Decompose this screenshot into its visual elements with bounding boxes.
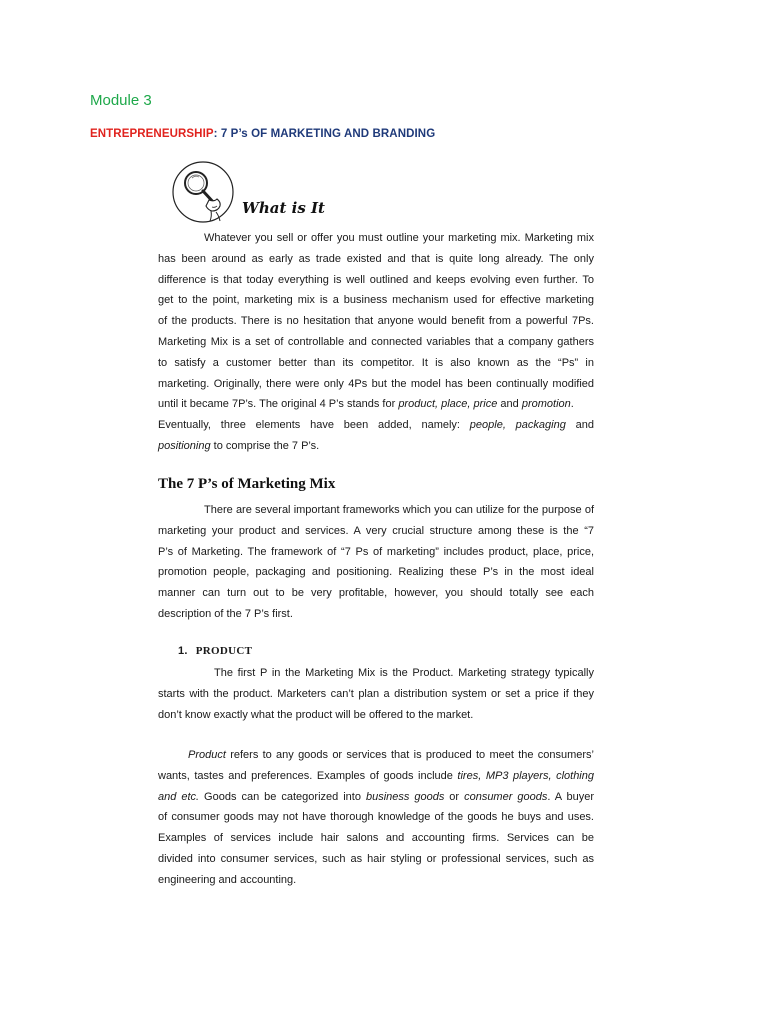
- paragraph-line: Product refers to any goods or services that is produced to meet the consumers’: [188, 749, 594, 761]
- paragraph-line: of the products. There is no hesitation that anyone would benefit from a powerful 7Ps.: [158, 315, 594, 328]
- paragraph-line: Whatever you sell or offer you must outline your marketing mix. Marketing mix: [204, 232, 594, 244]
- paragraph-line: starts with the product. Marketers can’t plan a distribution system or set a price if they: [158, 687, 594, 700]
- paragraph-line: wants, tastes and preferences. Examples of goods include tires, MP3 players, clothing: [158, 769, 594, 782]
- subject-title: [90, 128, 435, 140]
- paragraph-line: promotion people, packaging and positioning. Realizing these P’s in the most ideal: [158, 566, 594, 579]
- paragraph-line: difference is that today everything is well outlined and keeps evolving even further. To: [158, 273, 594, 286]
- paragraph-line: Examples of services include hair salons and accounting firms. Services can be: [158, 832, 594, 845]
- paragraph-line: divided into consumer services, such as hair styling or professional services, such as: [158, 852, 594, 865]
- subject-rest: : 7 P’s OF MARKETING AND BRANDING: [213, 128, 436, 140]
- list-number: 1.: [178, 645, 188, 657]
- paragraph-line: The first P in the Marketing Mix is the Product. Marketing strategy typically: [214, 667, 594, 679]
- paragraph-line: marketing your product and services. A very crucial structure among these is the “7: [158, 524, 594, 537]
- paragraph-line: description of the 7 P’s first.: [158, 607, 293, 620]
- product-heading: [178, 645, 252, 657]
- what-is-it-paragraph: [158, 228, 594, 457]
- paragraph-line: There are several important frameworks which you can utilize for the purpose of: [204, 504, 594, 516]
- paragraph-line: positioning to comprise the 7 P’s.: [158, 439, 320, 452]
- paragraph-line: get to the point, marketing mix is a business mechanism used for effective marketing: [158, 294, 594, 307]
- seven-ps-heading: The 7 P’s of Marketing Mix: [158, 476, 336, 492]
- paragraph-line: and etc. Goods can be categorized into business goods or consumer goods. A buyer: [158, 790, 594, 803]
- paragraph-line: to satisfy a customer better than its competitor. It is also known as the “Ps” in: [158, 356, 594, 369]
- paragraph-line: until it became 7P’s. The original 4 P’s stands for product, place, price and promotion.: [158, 398, 574, 411]
- paragraph-line: manner can turn out to be very profitable, however, you should totally see each: [158, 587, 594, 600]
- paragraph-line: Marketing Mix is a set of controllable and connected variables that a company gathers: [158, 335, 594, 348]
- paragraph-line: marketing. Originally, there were only 4Ps but the model has been continually modified: [158, 377, 594, 390]
- paragraph-line: has been around as early as trade existed and that is quite long already. The only: [158, 252, 594, 265]
- what-is-it-heading: What is It: [242, 199, 325, 217]
- module-title: Module 3: [90, 92, 152, 109]
- paragraph-line: P’s of Marketing. The framework of “7 Ps of marketing” includes product, place, price,: [158, 545, 594, 558]
- list-heading-text: PRODUCT: [195, 645, 253, 657]
- paragraph-line: of consumer goods may not have thorough knowledge of the goods he buys and uses.: [158, 811, 594, 824]
- seven-ps-paragraph: [158, 500, 594, 625]
- paragraph-line: Eventually, three elements have been added, namely: people, packaging and: [158, 419, 594, 432]
- paragraph-line: don’t know exactly what the product will be offered to the market.: [158, 708, 474, 721]
- subject-prefix: ENTREPRENEURSHIP: [90, 128, 214, 140]
- product-definition-paragraph: [158, 745, 594, 891]
- product-intro-paragraph: [158, 663, 594, 725]
- paragraph-line: engineering and accounting.: [158, 873, 297, 886]
- magnifying-glass-icon: [171, 160, 235, 224]
